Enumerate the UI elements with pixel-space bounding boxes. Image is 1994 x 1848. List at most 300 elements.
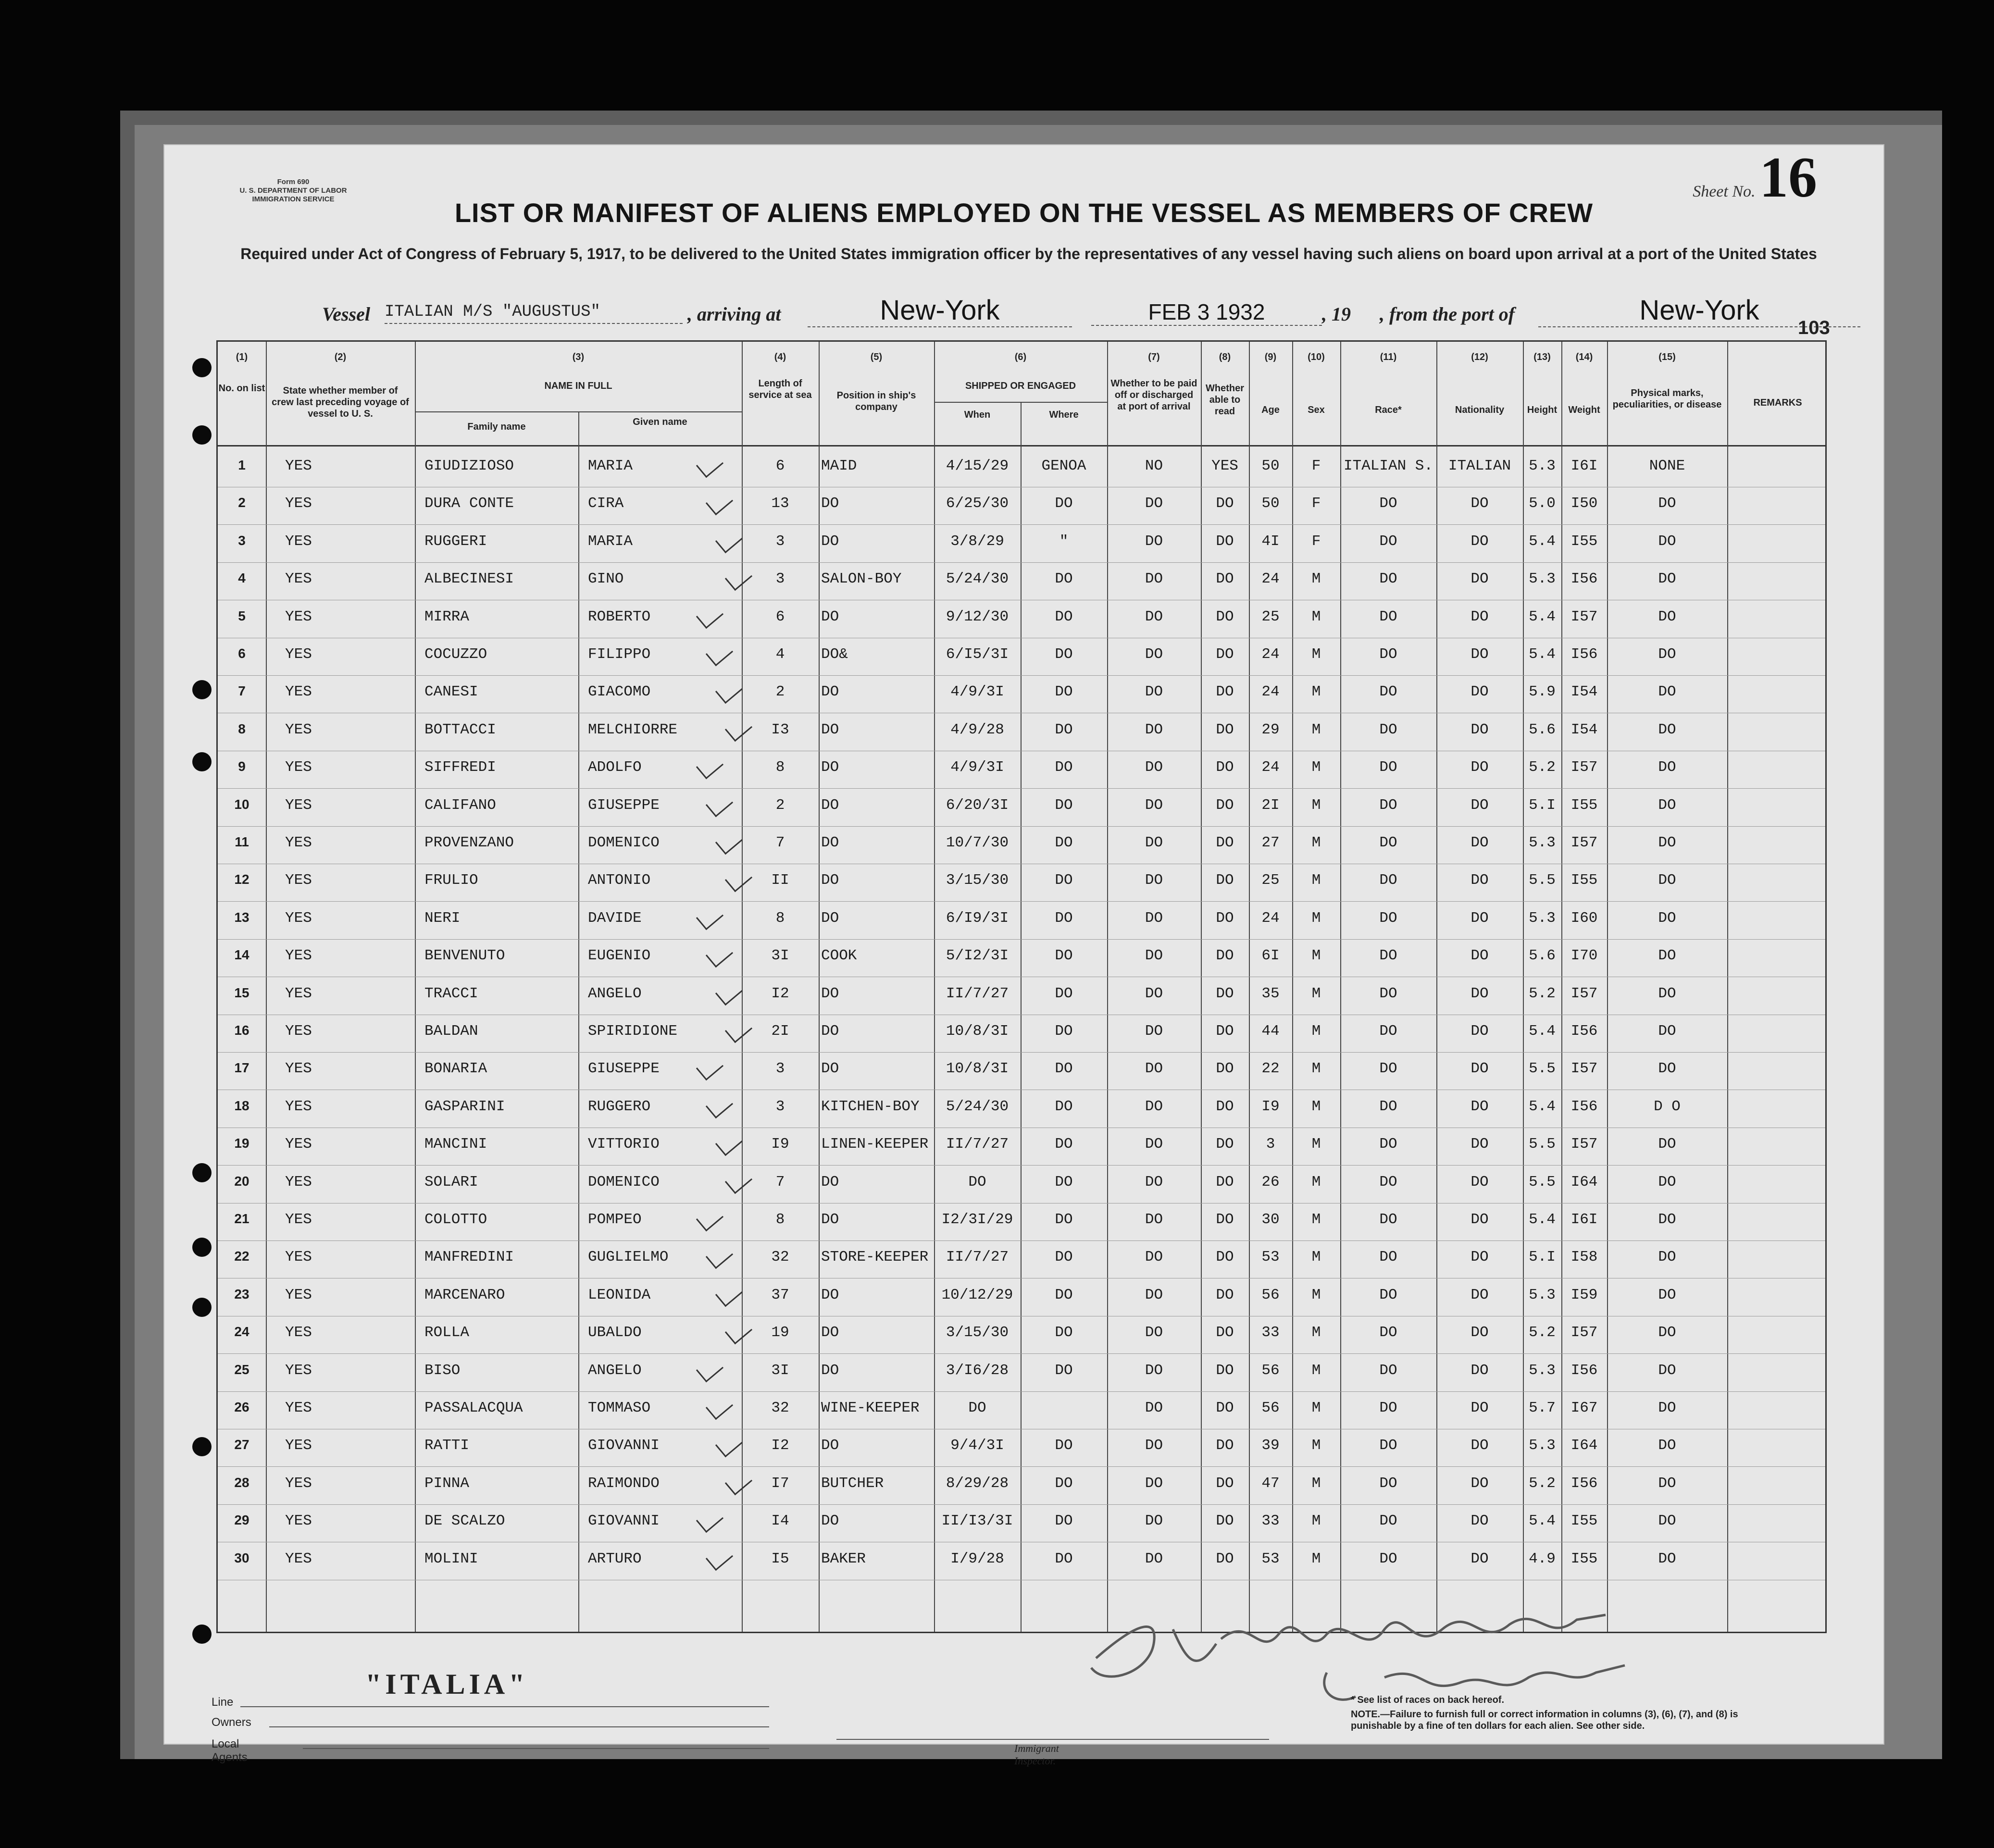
col-where-header: Where	[1049, 409, 1079, 420]
cell-when: DO	[968, 1173, 986, 1191]
cell-given: RUGGERO	[588, 1098, 651, 1115]
cell-given: DOMENICO	[588, 1173, 660, 1191]
cell-given: GIOVANNI	[588, 1437, 660, 1454]
cell-no: 14	[234, 947, 249, 963]
col-race-header: Race*	[1375, 405, 1402, 415]
cell-nat: DO	[1471, 1098, 1489, 1115]
cell-read: DO	[1216, 872, 1234, 889]
cell-nat: DO	[1471, 834, 1489, 851]
cell-nat: DO	[1471, 683, 1489, 701]
cell-height: 5.2	[1529, 759, 1556, 776]
cell-family: ROLLA	[424, 1324, 470, 1341]
cell-when: 10/8/3I	[946, 1023, 1009, 1040]
cell-family: DE SCALZO	[424, 1513, 505, 1530]
cell-when: 6/20/3I	[946, 796, 1009, 814]
cell-sex: M	[1311, 1023, 1321, 1040]
col-8-number: (8)	[1219, 352, 1231, 362]
cell-no: 20	[234, 1173, 249, 1189]
from-label: , from the port of	[1380, 303, 1515, 325]
cell-length: 7	[775, 1173, 785, 1191]
cell-age: 24	[1261, 683, 1280, 701]
cell-where: DO	[1055, 1475, 1073, 1492]
table-row	[218, 638, 1825, 676]
table-row	[218, 751, 1825, 789]
cell-paid: DO	[1145, 1362, 1163, 1379]
owners-underline	[269, 1726, 769, 1727]
cell-read: DO	[1216, 495, 1234, 512]
cell-weight: I57	[1570, 1324, 1598, 1341]
cell-height: 5.5	[1529, 1173, 1556, 1191]
cell-weight: I56	[1570, 1023, 1598, 1040]
col-13-number: (13)	[1533, 352, 1551, 362]
cell-family: RUGGERI	[424, 533, 487, 550]
cell-when: 6/25/30	[946, 495, 1009, 512]
cell-race: DO	[1379, 1400, 1397, 1416]
table-row	[218, 563, 1825, 600]
cell-age: 56	[1261, 1286, 1280, 1303]
cell-where: DO	[1055, 1550, 1073, 1567]
cell-family: MARCENARO	[424, 1286, 505, 1303]
cell-state: YES	[285, 608, 312, 625]
table-row	[218, 1354, 1825, 1392]
cell-nat: DO	[1471, 1060, 1489, 1078]
cell-paid: DO	[1145, 1060, 1163, 1078]
cell-height: 5.4	[1529, 1098, 1556, 1115]
cell-length: 32	[771, 1400, 789, 1416]
cell-given: ANGELO	[588, 1362, 642, 1379]
cell-no: 2	[238, 495, 246, 510]
cell-age: 29	[1261, 721, 1280, 738]
cell-where: DO	[1055, 1023, 1073, 1040]
cell-read: DO	[1216, 533, 1234, 550]
cell-no: 21	[234, 1211, 249, 1226]
col-shipped-header: SHIPPED OR ENGAGED	[965, 381, 1076, 391]
cell-read: DO	[1216, 1023, 1234, 1040]
cell-position: DO	[821, 759, 839, 776]
cell-height: 5.6	[1529, 721, 1556, 738]
cell-length: 8	[775, 1211, 785, 1228]
cell-phys: DO	[1658, 1023, 1676, 1040]
cell-height: 5.4	[1529, 608, 1556, 625]
cell-no: 29	[234, 1513, 249, 1528]
cell-family: BALDAN	[424, 1023, 478, 1040]
table-row	[218, 450, 1825, 487]
cell-when: 8/29/28	[946, 1475, 1009, 1492]
cell-where: DO	[1055, 872, 1073, 889]
cell-where: DO	[1055, 1136, 1073, 1153]
cell-paid: DO	[1145, 872, 1163, 889]
cell-length: 37	[771, 1286, 789, 1303]
cell-read: DO	[1216, 909, 1234, 927]
page-subtitle: Required under Act of Congress of February 5, 1917, to be delivered to the United States immigration officer by the representatives of any vessel having such aliens on board upon arrival at a port of the United States	[240, 245, 1817, 262]
cell-given: GIOVANNI	[588, 1513, 660, 1530]
cell-sex: M	[1311, 1286, 1321, 1303]
cell-position: DO	[821, 1324, 839, 1341]
cell-sex: M	[1311, 683, 1321, 701]
cell-phys: DO	[1658, 872, 1676, 889]
cell-paid: DO	[1145, 947, 1163, 965]
cell-phys: DO	[1658, 759, 1676, 776]
cell-no: 10	[234, 796, 249, 812]
cell-family: MANCINI	[424, 1136, 487, 1153]
cell-state: YES	[285, 1249, 312, 1266]
table-row	[218, 487, 1825, 525]
cell-nat: DO	[1471, 533, 1489, 550]
cell-height: 5.2	[1529, 985, 1556, 1002]
cell-position: DO	[821, 495, 839, 512]
cell-length: II	[771, 872, 789, 889]
cell-race: DO	[1379, 1513, 1397, 1530]
cell-state: YES	[285, 458, 312, 474]
cell-sex: F	[1311, 458, 1321, 474]
cell-position: DO	[821, 872, 839, 889]
cell-no: 16	[234, 1023, 249, 1038]
table-row	[218, 1543, 1825, 1580]
cell-phys: DO	[1658, 1173, 1676, 1191]
cell-phys: D O	[1654, 1098, 1681, 1115]
cell-paid: DO	[1145, 721, 1163, 738]
col-position-header: Position in ship's company	[836, 390, 916, 412]
cell-family: SIFFREDI	[424, 759, 496, 776]
cell-sex: M	[1311, 985, 1321, 1002]
cell-sex: M	[1311, 872, 1321, 889]
col-9-number: (9)	[1264, 352, 1277, 362]
cell-nat: DO	[1471, 1173, 1489, 1191]
cell-length: 3I	[771, 1362, 789, 1379]
col-4-number: (4)	[774, 352, 786, 362]
cell-paid: DO	[1145, 1550, 1163, 1567]
cell-given: POMPEO	[588, 1211, 642, 1228]
cell-phys: DO	[1658, 571, 1676, 588]
cell-where: DO	[1055, 646, 1073, 663]
col-14-number: (14)	[1575, 352, 1593, 362]
cell-given: ANGELO	[588, 985, 642, 1002]
cell-no: 15	[234, 985, 249, 1000]
header-bottom-rule	[218, 445, 1825, 446]
cell-phys: DO	[1658, 1362, 1676, 1379]
cell-state: YES	[285, 683, 312, 701]
cell-race: DO	[1379, 1211, 1397, 1228]
cell-read: DO	[1216, 796, 1234, 814]
cell-race: DO	[1379, 533, 1397, 550]
cell-state: YES	[285, 872, 312, 889]
cell-age: 56	[1261, 1400, 1280, 1416]
cell-weight: I55	[1570, 1513, 1598, 1530]
cell-family: GIUDIZIOSO	[424, 458, 514, 474]
cell-paid: DO	[1145, 834, 1163, 851]
punch-hole	[192, 1163, 212, 1182]
cell-nat: DO	[1471, 1400, 1489, 1416]
cell-read: DO	[1216, 608, 1234, 625]
cell-state: YES	[285, 759, 312, 776]
cell-race: DO	[1379, 1437, 1397, 1454]
cell-height: 5.4	[1529, 533, 1556, 550]
year-label: , 19	[1322, 303, 1351, 325]
fine-note: NOTE.—Failure to furnish full or correct information in columns (3), (6), (7), and (8) is punishable by a fine of ten dollars for each alien. See other side.	[1351, 1709, 1738, 1731]
cell-age: 56	[1261, 1362, 1280, 1379]
cell-height: 5.0	[1529, 495, 1556, 512]
table-row	[218, 1015, 1825, 1053]
line-name: "ITALIA"	[365, 1668, 529, 1700]
table-row	[218, 525, 1825, 563]
cell-position: DO	[821, 1286, 839, 1303]
cell-race: DO	[1379, 1324, 1397, 1341]
cell-paid: DO	[1145, 909, 1163, 927]
cell-state: YES	[285, 1513, 312, 1530]
cell-position: DO	[821, 1513, 839, 1530]
cell-paid: DO	[1145, 1286, 1163, 1303]
table-row	[218, 1429, 1825, 1467]
cell-sex: M	[1311, 947, 1321, 965]
line-label: Line	[212, 1696, 234, 1709]
cell-age: 6I	[1261, 947, 1280, 965]
cell-no: 4	[238, 571, 246, 586]
cell-paid: DO	[1145, 1400, 1163, 1416]
cell-weight: I56	[1570, 646, 1598, 663]
cell-state: YES	[285, 985, 312, 1002]
cell-paid: DO	[1145, 646, 1163, 663]
cell-weight: I56	[1570, 1098, 1598, 1115]
cell-nat: DO	[1471, 1437, 1489, 1454]
cell-paid: DO	[1145, 1211, 1163, 1228]
cell-given: GINO	[588, 571, 624, 588]
col-no-header: No. on list	[218, 383, 265, 394]
cell-length: 3I	[771, 947, 789, 965]
punch-hole	[192, 358, 212, 377]
cell-phys: DO	[1658, 834, 1676, 851]
cell-weight: I56	[1570, 1475, 1598, 1492]
cell-height: 5.4	[1529, 1513, 1556, 1530]
cell-age: 53	[1261, 1249, 1280, 1266]
cell-where: DO	[1055, 1362, 1073, 1379]
cell-weight: I55	[1570, 1550, 1598, 1567]
cell-sex: M	[1311, 1324, 1321, 1341]
cell-age: 30	[1261, 1211, 1280, 1228]
cell-sex: M	[1311, 1249, 1321, 1266]
cell-race: DO	[1379, 1173, 1397, 1191]
cell-phys: DO	[1658, 533, 1676, 550]
col-10-number: (10)	[1308, 352, 1325, 362]
cell-paid: DO	[1145, 683, 1163, 701]
cell-weight: I57	[1570, 1136, 1598, 1153]
table-row	[218, 1203, 1825, 1241]
cell-state: YES	[285, 1286, 312, 1303]
cell-phys: DO	[1658, 683, 1676, 701]
cell-sex: M	[1311, 1437, 1321, 1454]
sheet-number-value: 16	[1759, 145, 1817, 209]
cell-read: DO	[1216, 947, 1234, 965]
col-5-number: (5)	[870, 352, 883, 362]
punch-hole	[192, 1238, 212, 1257]
cell-age: 25	[1261, 608, 1280, 625]
col-12-number: (12)	[1471, 352, 1488, 362]
cell-when: 3/15/30	[946, 1324, 1009, 1341]
col-paid-header: Whether to be paid off or discharged at port of arrival	[1110, 378, 1197, 412]
cell-state: YES	[285, 495, 312, 512]
cell-no: 5	[238, 608, 246, 623]
cell-no: 19	[234, 1136, 249, 1151]
cell-where: DO	[1055, 947, 1073, 965]
cell-length: I4	[771, 1513, 789, 1530]
cell-sex: M	[1311, 1136, 1321, 1153]
cell-age: 27	[1261, 834, 1280, 851]
punch-hole	[192, 1625, 212, 1644]
cell-position: DO	[821, 1211, 839, 1228]
cell-length: 2I	[771, 1023, 789, 1040]
cell-position: DO&	[821, 646, 848, 663]
col-15-number: (15)	[1658, 352, 1676, 362]
cell-read: DO	[1216, 1550, 1234, 1567]
cell-no: 11	[235, 834, 249, 849]
cell-weight: I67	[1570, 1400, 1598, 1416]
cell-weight: I70	[1570, 947, 1598, 965]
cell-race: DO	[1379, 1475, 1397, 1492]
cell-when: II/7/27	[946, 985, 1009, 1002]
cell-no: 13	[234, 909, 249, 925]
cell-position: COOK	[821, 947, 857, 965]
cell-height: 5.3	[1529, 1362, 1556, 1379]
cell-weight: I57	[1570, 759, 1598, 776]
cell-phys: DO	[1658, 1136, 1676, 1153]
cell-age: 47	[1261, 1475, 1280, 1492]
cell-weight: I58	[1570, 1249, 1598, 1266]
cell-nat: DO	[1471, 796, 1489, 814]
cell-no: 24	[234, 1324, 249, 1339]
cell-no: 22	[234, 1249, 249, 1264]
cell-weight: I54	[1570, 683, 1598, 701]
cell-sex: M	[1311, 1475, 1321, 1492]
cell-nat: DO	[1471, 909, 1489, 927]
cell-read: DO	[1216, 1400, 1234, 1416]
cell-position: DO	[821, 533, 839, 550]
cell-race: DO	[1379, 571, 1397, 588]
col-age-header: Age	[1261, 405, 1280, 415]
table-row	[218, 601, 1825, 638]
cell-race: DO	[1379, 1136, 1397, 1153]
table-row	[218, 1091, 1825, 1128]
cell-given: ADOLFO	[588, 759, 642, 776]
cell-phys: DO	[1658, 947, 1676, 965]
cell-race: DO	[1379, 1249, 1397, 1266]
cell-given: DOMENICO	[588, 834, 660, 851]
cell-given: UBALDO	[588, 1324, 642, 1341]
cell-sex: M	[1311, 1550, 1321, 1567]
col-given-header: Given name	[633, 417, 687, 427]
from-port: New-York	[1538, 294, 1860, 327]
cell-paid: DO	[1145, 1098, 1163, 1115]
cell-race: DO	[1379, 1098, 1397, 1115]
cell-age: 26	[1261, 1173, 1280, 1191]
cell-read: DO	[1216, 1060, 1234, 1078]
cell-height: 5.3	[1529, 458, 1556, 474]
cell-nat: DO	[1471, 872, 1489, 889]
cell-weight: I6I	[1570, 1211, 1598, 1228]
cell-sex: M	[1311, 608, 1321, 625]
cell-paid: DO	[1145, 608, 1163, 625]
cell-given: SPIRIDIONE	[588, 1023, 678, 1040]
cell-read: DO	[1216, 721, 1234, 738]
cell-when: 5/I2/3I	[946, 947, 1009, 965]
cell-no: 12	[234, 872, 249, 887]
vessel-label: Vessel	[322, 303, 370, 325]
cell-nat: DO	[1471, 1249, 1489, 1266]
cell-paid: DO	[1145, 1173, 1163, 1191]
table-row	[218, 1166, 1825, 1203]
cell-when: I/9/28	[950, 1550, 1004, 1567]
inspector-signature	[1077, 1586, 1702, 1711]
cell-state: YES	[285, 1475, 312, 1492]
cell-age: 44	[1261, 1023, 1280, 1040]
cell-race: DO	[1379, 721, 1397, 738]
cell-age: 24	[1261, 646, 1280, 663]
cell-when: 3/15/30	[946, 872, 1009, 889]
cell-family: COLOTTO	[424, 1211, 487, 1228]
cell-sex: M	[1311, 1060, 1321, 1078]
cell-where: DO	[1055, 1437, 1073, 1454]
cell-length: 3	[775, 571, 785, 588]
cell-height: 5.2	[1529, 1324, 1556, 1341]
cell-phys: DO	[1658, 1211, 1676, 1228]
cell-height: 5.3	[1529, 909, 1556, 927]
cell-height: 5.5	[1529, 1136, 1556, 1153]
cell-given: ROBERTO	[588, 608, 651, 625]
table-row	[218, 1467, 1825, 1505]
cell-family: RATTI	[424, 1437, 470, 1454]
cell-length: 3	[775, 1060, 785, 1078]
cell-position: DO	[821, 909, 839, 927]
cell-read: DO	[1216, 1098, 1234, 1115]
arriving-label: , arriving at	[687, 303, 781, 325]
cell-where: DO	[1055, 909, 1073, 927]
cell-position: DO	[821, 608, 839, 625]
cell-height: 5.3	[1529, 1286, 1556, 1303]
cell-weight: I57	[1570, 1060, 1598, 1078]
cell-family: PROVENZANO	[424, 834, 514, 851]
cell-weight: I55	[1570, 533, 1598, 550]
cell-height: 5.3	[1529, 834, 1556, 851]
cell-weight: I54	[1570, 721, 1598, 738]
cell-race: DO	[1379, 646, 1397, 663]
cell-where: DO	[1055, 1211, 1073, 1228]
cell-sex: M	[1311, 721, 1321, 738]
cell-state: YES	[285, 796, 312, 814]
inspector-underline	[836, 1739, 1269, 1740]
col-11-number: (11)	[1380, 352, 1397, 362]
cell-given: EUGENIO	[588, 947, 651, 965]
cell-state: YES	[285, 1362, 312, 1379]
cell-family: BONARIA	[424, 1060, 487, 1078]
col-2-number: (2)	[334, 352, 347, 362]
owners-label: Owners	[212, 1716, 251, 1729]
cell-read: DO	[1216, 1173, 1234, 1191]
cell-race: DO	[1379, 872, 1397, 889]
cell-given: DAVIDE	[588, 909, 642, 927]
cell-position: KITCHEN-BOY	[821, 1098, 920, 1115]
page-corner-number: 103	[1798, 317, 1830, 338]
cell-phys: DO	[1658, 985, 1676, 1002]
cell-given: GIUSEPPE	[588, 1060, 660, 1078]
cell-read: DO	[1216, 571, 1234, 588]
col-1-number: (1)	[236, 352, 248, 362]
cell-no: 7	[238, 683, 246, 699]
cell-when: 9/12/30	[946, 608, 1009, 625]
cell-sex: M	[1311, 646, 1321, 663]
cell-age: 2I	[1261, 796, 1280, 814]
cell-race: DO	[1379, 985, 1397, 1002]
cell-length: I3	[771, 721, 789, 738]
cell-when: 3/I6/28	[946, 1362, 1009, 1379]
form-number: Form 690 U. S. DEPARTMENT OF LABOR IMMIGRATION SERVICE	[239, 178, 347, 203]
